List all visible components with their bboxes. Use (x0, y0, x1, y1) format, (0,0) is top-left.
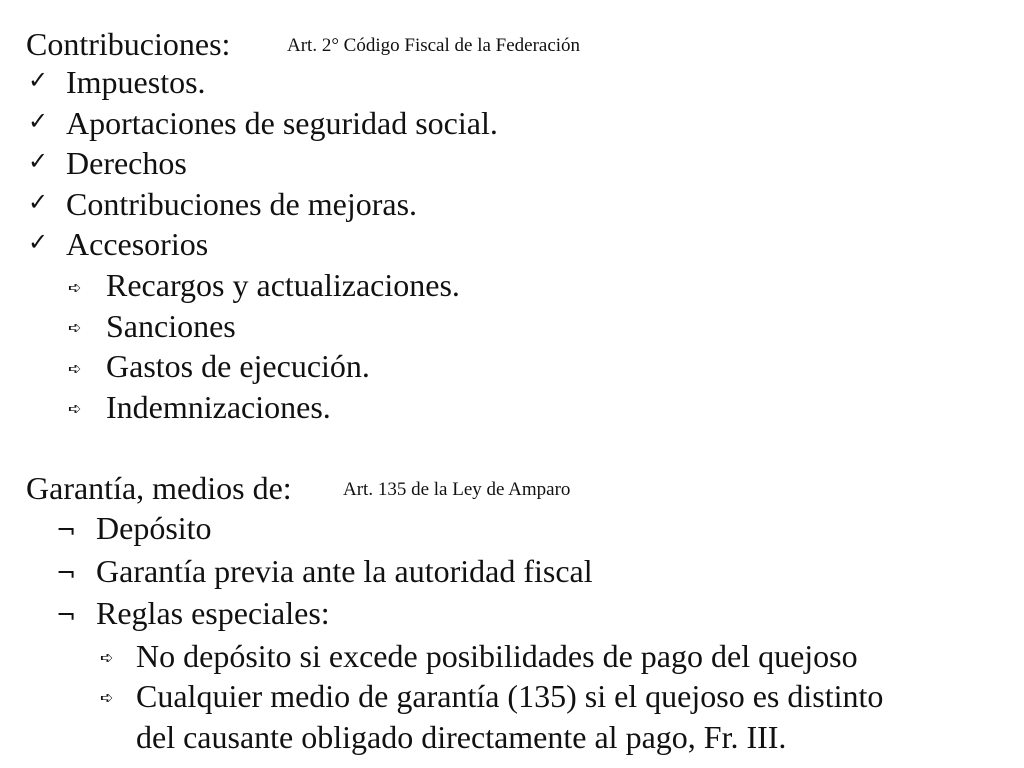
right-arrow-icon: ➪ (68, 399, 82, 418)
section1-heading: Contribuciones: (26, 26, 231, 62)
check-icon: ✓ (28, 188, 49, 216)
section2-heading: Garantía, medios de: (26, 470, 292, 506)
check-icon: ✓ (28, 66, 49, 94)
right-arrow-icon: ➪ (68, 278, 82, 297)
check-icon: ✓ (28, 107, 49, 135)
sub-list-item: No depósito si excede posibilidades de pago del quejoso (136, 638, 858, 674)
sub-list-item: Sanciones (106, 308, 236, 344)
list-item: Aportaciones de seguridad social. (66, 105, 498, 141)
list-item: Accesorios (66, 226, 209, 262)
sub-list-item: Recargos y actualizaciones. (106, 267, 460, 303)
right-arrow-icon: ➪ (100, 648, 114, 667)
section2-reference: Art. 135 de la Ley de Amparo (343, 479, 571, 500)
list-item: Derechos (66, 145, 187, 181)
sub-list-item-continuation: del causante obligado directamente al pago, Fr. III. (136, 719, 787, 755)
not-sign-icon: ¬ (56, 516, 77, 544)
right-arrow-icon: ➪ (100, 688, 114, 707)
sub-list-item: Indemnizaciones. (106, 389, 331, 425)
sub-list-item: Gastos de ejecución. (106, 348, 370, 384)
list-item: Depósito (96, 510, 212, 546)
not-sign-icon: ¬ (56, 559, 77, 587)
check-icon: ✓ (28, 147, 49, 175)
list-item: Contribuciones de mejoras. (66, 186, 418, 222)
right-arrow-icon: ➪ (68, 318, 82, 337)
list-item: Reglas especiales: (96, 595, 330, 631)
list-item: Garantía previa ante la autoridad fiscal (96, 553, 593, 589)
check-icon: ✓ (28, 228, 49, 256)
list-item: Impuestos. (66, 64, 206, 100)
not-sign-icon: ¬ (56, 601, 77, 629)
sub-list-item: Cualquier medio de garantía (135) si el quejoso es distinto (136, 678, 884, 714)
section1-reference: Art. 2° Código Fiscal de la Federación (287, 35, 581, 56)
right-arrow-icon: ➪ (68, 359, 82, 378)
